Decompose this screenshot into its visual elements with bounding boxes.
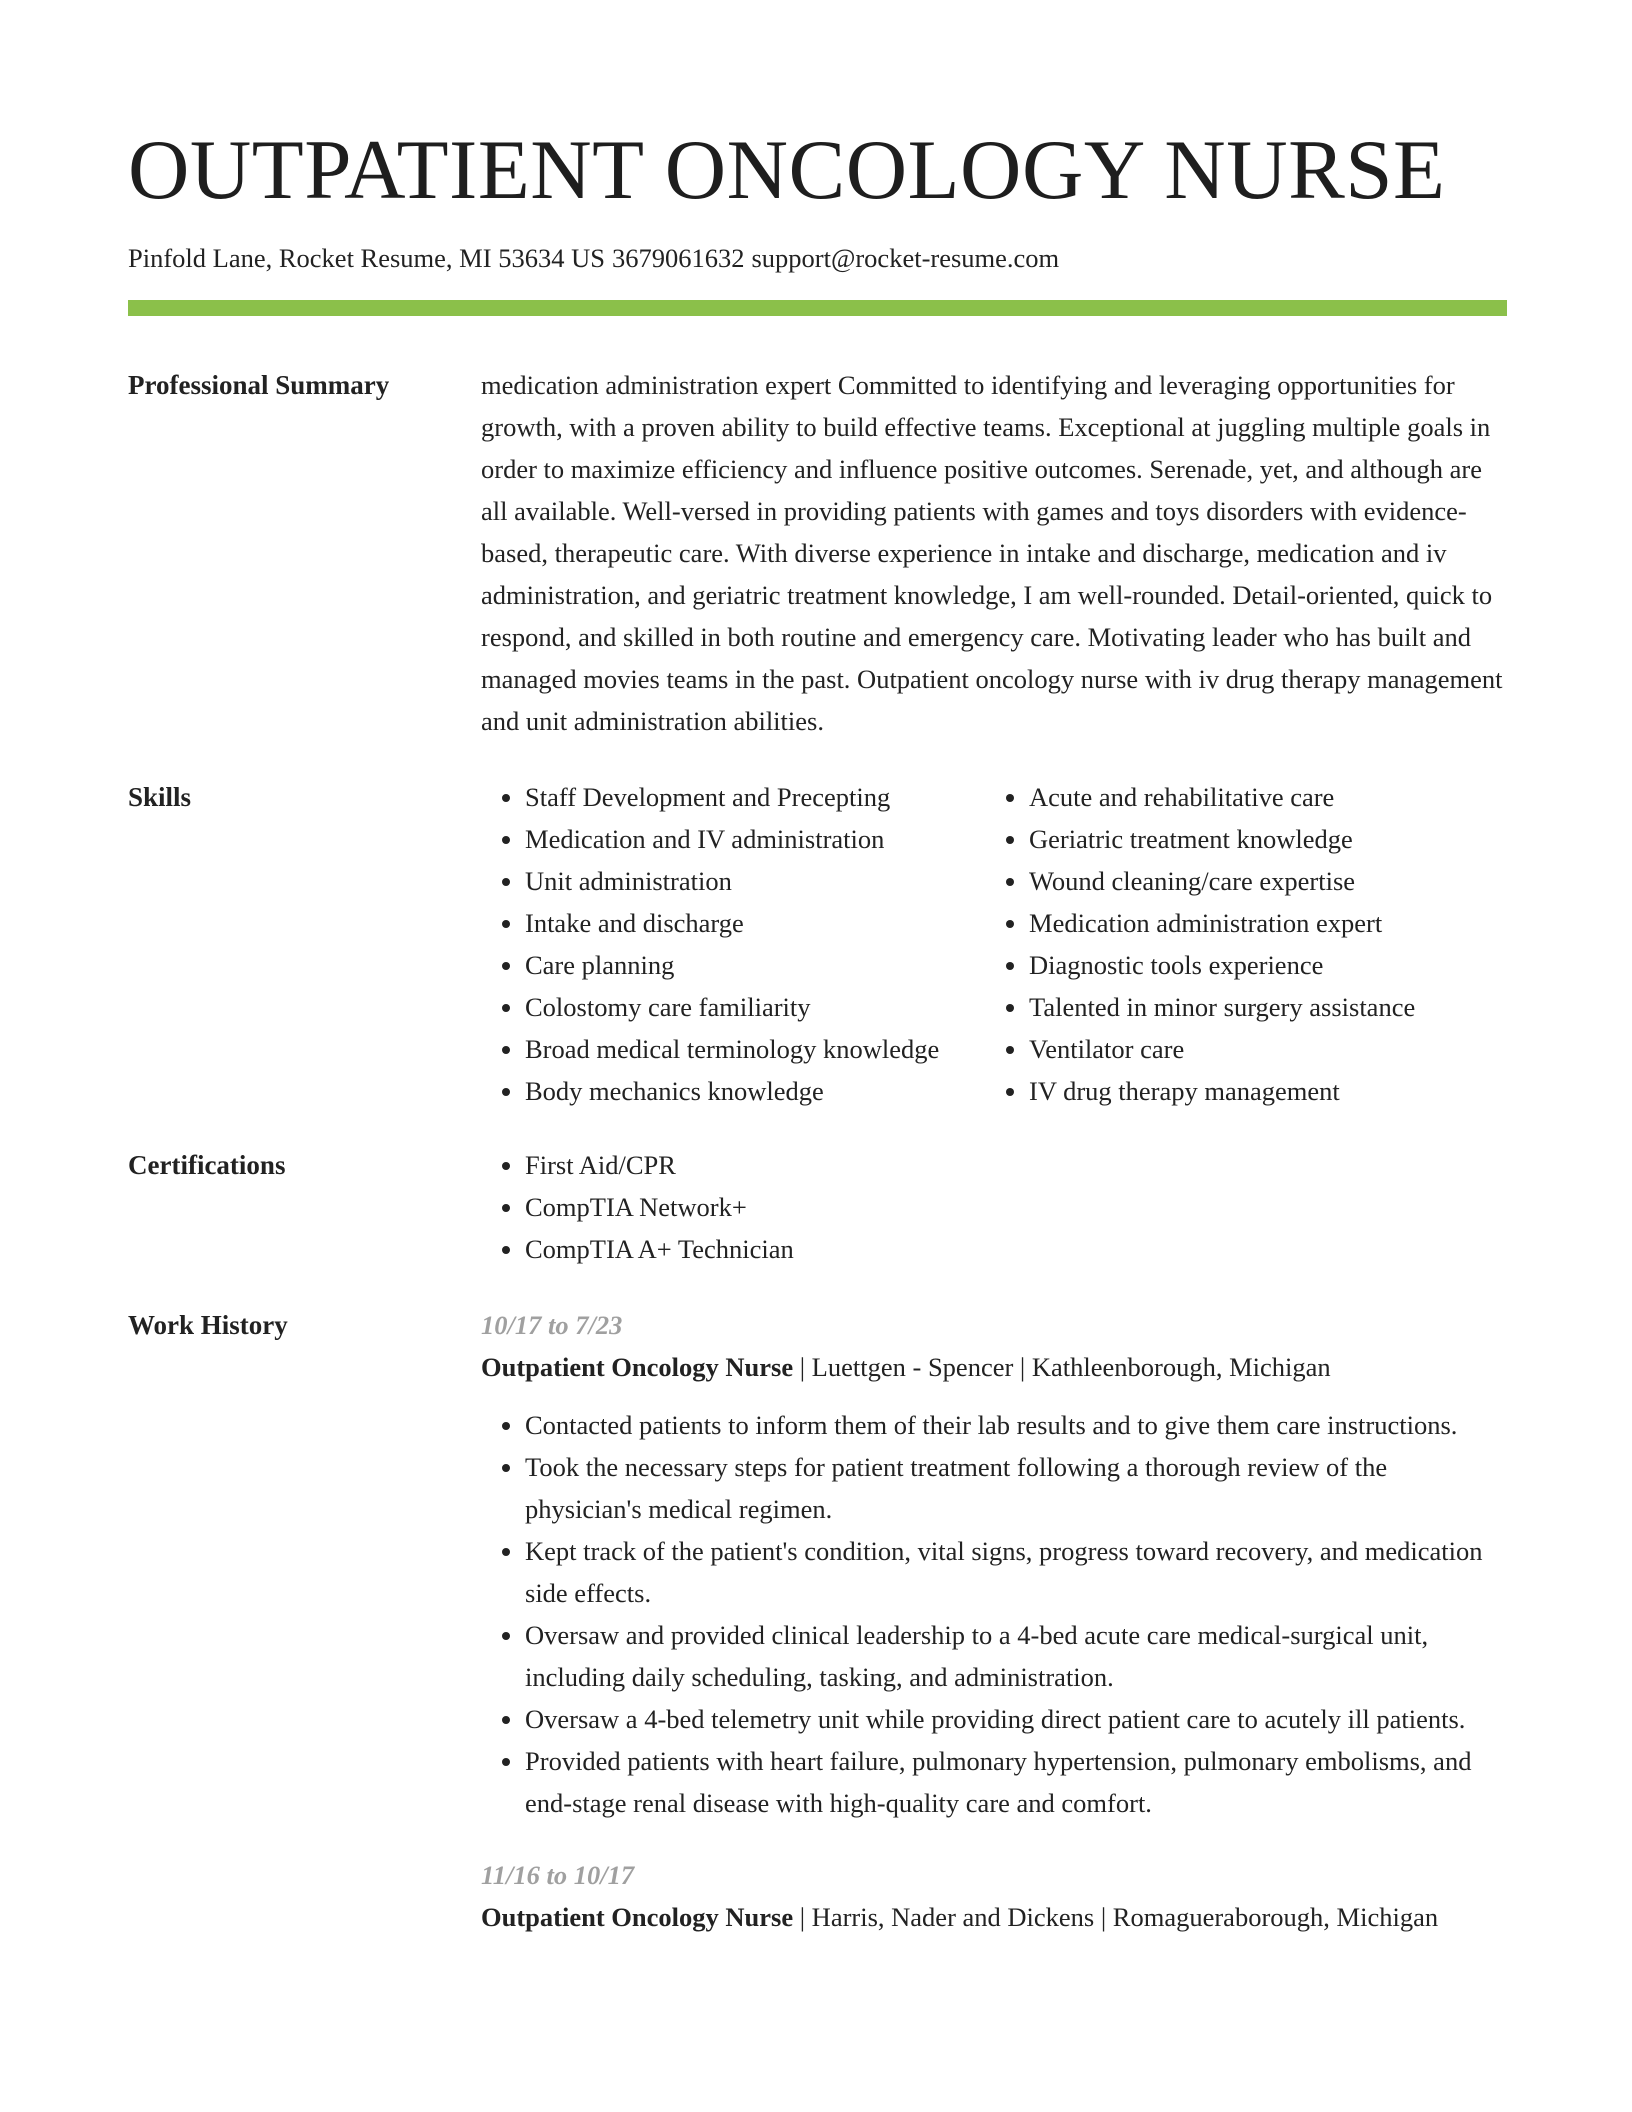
section-summary — [128, 364, 1507, 742]
contact-address: Pinfold Lane, Rocket Resume, MI 53634 US — [128, 243, 605, 273]
skill-item: • Intake and discharge — [525, 902, 985, 944]
job-dates: 11/16 to 10/17 — [481, 1859, 635, 1890]
skill-item: • Diagnostic tools experience — [1029, 944, 1415, 986]
job-entry — [481, 1304, 1507, 1824]
job-responsibilities — [481, 1404, 1507, 1824]
section-heading-skills: Skills — [128, 781, 192, 812]
skills-list-right — [985, 776, 1415, 1112]
certification-item: • First Aid/CPR — [525, 1144, 1507, 1186]
section-heading-summary: Professional Summary — [128, 369, 390, 400]
skill-item: • Body mechanics knowledge — [525, 1070, 985, 1112]
header-divider — [128, 300, 1507, 316]
job-bullet: • Oversaw and provided clinical leadership to a 4-bed acute care medical-surgical unit, including daily scheduling, tasking, and administration. — [525, 1614, 1507, 1698]
job-bullet: • Provided patients with heart failure, pulmonary hypertension, pulmonary embolisms, and end-stage renal disease with high-quality care and comfort. — [525, 1740, 1507, 1824]
certification-item: • CompTIA A+ Technician — [525, 1228, 1507, 1270]
skill-item: • IV drug therapy management — [1029, 1070, 1415, 1112]
resume-name: OUTPATIENT ONCOLOGY NURSE — [128, 123, 1446, 217]
section-heading-certifications: Certifications — [128, 1149, 286, 1180]
job-bullet: • Took the necessary steps for patient treatment following a thorough review of the physician's medical regimen. — [525, 1446, 1507, 1530]
job-title: Outpatient Oncology Nurse — [481, 1901, 794, 1932]
job-header — [481, 1346, 1507, 1388]
skill-item: • Acute and rehabilitative care — [1029, 776, 1415, 818]
section-work-history — [128, 1304, 1507, 1938]
skills-list-left — [481, 776, 985, 1112]
job-title: Outpatient Oncology Nurse — [481, 1351, 794, 1382]
section-certifications — [128, 1144, 1507, 1270]
section-skills — [128, 776, 1507, 1112]
job-header — [481, 1896, 1507, 1938]
skill-item: • Broad medical terminology knowledge — [525, 1028, 985, 1070]
skill-item: • Ventilator care — [1029, 1028, 1415, 1070]
certifications-list — [481, 1144, 1507, 1270]
contact-email: support@rocket-resume.com — [751, 243, 1060, 273]
certifications-content — [481, 1144, 1507, 1270]
contact-line — [128, 243, 1507, 275]
job-entry — [481, 1854, 1507, 1938]
skill-item: • Staff Development and Precepting — [525, 776, 985, 818]
skill-item: • Wound cleaning/care expertise — [1029, 860, 1415, 902]
job-bullet: • Oversaw a 4-bed telemetry unit while providing direct patient care to acutely ill patients. — [525, 1698, 1507, 1740]
skill-item: • Colostomy care familiarity — [525, 986, 985, 1028]
summary-text: medication administration expert Committed to identifying and leveraging opportunities for growth, with a proven ability to build effective teams. Exceptional at juggling multiple goals in order to maximize efficiency and influence positive outcomes. Serenade, yet, and although are all available. Well-versed in providing patients with games and toys disorders with evidence-based, therapeutic care. With diverse experience in intake and discharge, medication and iv administration, and geriatric treatment knowledge, I am well-rounded. Detail-oriented, quick to respond, and skilled in both routine and emergency care. Motivating leader who has built and managed movies teams in the past. Outpatient oncology nurse with iv drug therapy management and unit administration abilities. — [481, 369, 1503, 736]
job-dates: 10/17 to 7/23 — [481, 1309, 623, 1340]
job-employer-location: | Harris, Nader and Dickens | Romagueraborough, Michigan — [793, 1901, 1439, 1932]
contact-phone: 3679061632 — [611, 243, 745, 273]
skill-item: • Medication administration expert — [1029, 902, 1415, 944]
skill-item: • Medication and IV administration — [525, 818, 985, 860]
skill-item: • Unit administration — [525, 860, 985, 902]
job-bullet: • Contacted patients to inform them of their lab results and to give them care instructions. — [525, 1404, 1507, 1446]
skill-item: • Care planning — [525, 944, 985, 986]
job-bullet: • Kept track of the patient's condition, vital signs, progress toward recovery, and medication side effects. — [525, 1530, 1507, 1614]
skills-columns — [481, 776, 1507, 1112]
skill-item: • Talented in minor surgery assistance — [1029, 986, 1415, 1028]
certification-item: • CompTIA Network+ — [525, 1186, 1507, 1228]
skill-item: • Geriatric treatment knowledge — [1029, 818, 1415, 860]
job-employer-location: | Luettgen - Spencer | Kathleenborough, Michigan — [793, 1351, 1331, 1382]
section-heading-work-history: Work History — [128, 1309, 288, 1340]
work-history-content — [481, 1304, 1507, 1938]
